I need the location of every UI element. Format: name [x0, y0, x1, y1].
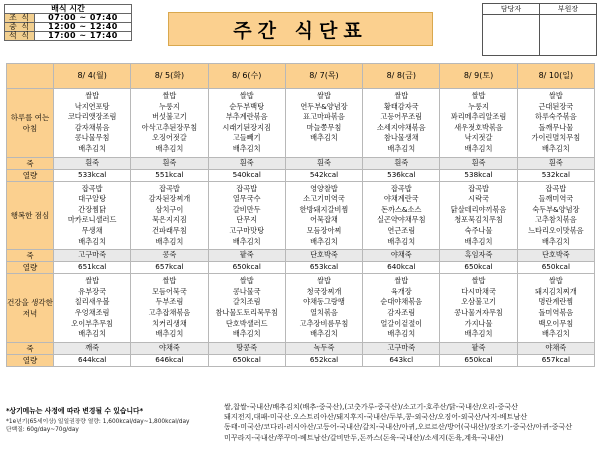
breakfast-time: 07:00 ~ 07:40	[35, 14, 132, 23]
calorie-cell: 643kcl	[363, 354, 440, 366]
menu-item: 배추김치	[541, 236, 570, 246]
menu-cell	[54, 181, 131, 250]
origin-line: 미꾸라지-국내산/쭈꾸미-베트남산/갈비만두,돈까스(돈육-국내산)/소세지(돈육,계육-국내산)	[224, 432, 504, 442]
menu-item: 시래기된장지짐	[222, 122, 271, 132]
porridge-label: 죽	[7, 342, 54, 354]
menu-item: 시락국	[468, 194, 489, 204]
breakfast-menu-row	[7, 89, 595, 158]
breakfast-calorie-row	[7, 169, 595, 181]
menu-item: 버섯불고기	[152, 112, 187, 122]
menu-cell	[517, 274, 594, 343]
porridge-cell: 흑임자죽	[440, 250, 517, 262]
porridge-cell: 야채죽	[363, 250, 440, 262]
menu-item: 감자조림	[387, 307, 416, 317]
menu-item: 고추잡채볶음	[148, 307, 191, 317]
menu-cell	[517, 89, 594, 158]
porridge-label: 죽	[7, 250, 54, 262]
menu-item: 숙두부&양념장	[532, 204, 580, 214]
porridge-cell: 단호박죽	[285, 250, 362, 262]
lunch-label: 중 식	[5, 23, 35, 32]
menu-item: 모듬어묵국	[152, 286, 187, 296]
menu-cell	[285, 181, 362, 250]
menu-item: 근대된장국	[538, 101, 574, 111]
menu-item: 두부조림	[155, 297, 184, 307]
calorie-cell: 551kcal	[131, 169, 208, 181]
menu-item: 묵은지지짐	[152, 215, 187, 225]
menu-item: 들깨미역국	[538, 194, 574, 204]
menu-item: 우엉채조림	[74, 307, 110, 317]
porridge-cell: 흰죽	[54, 157, 131, 169]
menu-item: 마늘쫑무침	[306, 122, 342, 132]
menu-item: 숙주나물	[464, 225, 493, 235]
porridge-cell: 깨죽	[54, 342, 131, 354]
menu-item: 황태감자국	[383, 101, 419, 111]
menu-item: 청포묵김치무침	[454, 215, 503, 225]
breakfast-label: 조 식	[5, 14, 35, 23]
menu-cell	[363, 181, 440, 250]
breakfast-porridge-row	[7, 157, 595, 169]
calorie-cell: 657kcal	[517, 354, 594, 366]
menu-item: 배추김치	[464, 143, 493, 153]
menu-cell	[363, 274, 440, 343]
calorie-cell: 640kcal	[363, 262, 440, 274]
menu-item: 배추김치	[310, 329, 338, 339]
menu-item: 배추김치	[387, 236, 416, 246]
menu-item: 새우젓호박볶음	[454, 122, 503, 132]
menu-item: 무생채	[81, 225, 103, 235]
date-header: 8/ 4(월)	[54, 64, 131, 89]
menu-item: 돌미역볶음	[538, 307, 574, 317]
dinner-menu-row	[7, 274, 595, 343]
corner-cell	[7, 64, 54, 89]
calorie-cell: 657kcal	[131, 262, 208, 274]
origin-line: 쌀,찹쌀-국내산/배추김치(배추-중국산),(고춧가루-중국산)/소고기-호주산/닭-국내산/오리-중국산	[224, 402, 519, 411]
menu-item: 콩나물무침	[74, 133, 110, 143]
calorie-label: 열량	[7, 262, 54, 274]
menu-item: 배추김치	[78, 236, 107, 246]
menu-item: 야채계란국	[383, 194, 419, 204]
serving-hours-table	[4, 4, 132, 41]
menu-cell	[285, 274, 362, 343]
porridge-cell: 팥죽	[440, 342, 517, 354]
menu-item: 오삼불고기	[461, 297, 496, 307]
date-header: 8/ 9(토)	[440, 64, 517, 89]
calorie-cell: 651kcal	[54, 262, 131, 274]
menu-item: 쌀밥	[471, 276, 486, 286]
menu-item: 배추김치	[155, 236, 184, 246]
lunch-menu-row	[7, 181, 595, 250]
calorie-cell: 540kcal	[208, 169, 285, 181]
calorie-cell: 650kcal	[208, 354, 285, 366]
menu-item: 참나물도토리묵무침	[215, 307, 278, 317]
menu-item: 오징어젓갈	[152, 133, 187, 143]
menu-item: 배추김치	[387, 143, 416, 153]
menu-item: 배추김치	[232, 143, 261, 153]
porridge-cell: 야채죽	[517, 342, 594, 354]
menu-item: 느타리오이맛볶음	[528, 225, 584, 235]
menu-cell	[54, 274, 131, 343]
menu-item: 배추김치	[155, 143, 184, 153]
calorie-cell: 650kcal	[517, 262, 594, 274]
menu-item: 배추김치	[232, 329, 261, 339]
menu-item: 닭살데리야끼볶음	[450, 204, 507, 214]
menu-item: 갈비만두	[232, 204, 261, 214]
menu-item: 소고기미역국	[303, 194, 345, 204]
porridge-cell: 땅콩죽	[208, 342, 285, 354]
menu-cell	[54, 89, 131, 158]
menu-item: 쌀밥	[239, 276, 254, 286]
menu-item: 고등어무조림	[380, 112, 423, 122]
menu-cell	[131, 181, 208, 250]
dinner-time: 17:00 ~ 17:40	[35, 32, 132, 41]
menu-item: 단호박샐러드	[225, 318, 268, 328]
calorie-cell: 650kcal	[440, 262, 517, 274]
origin-line: 돼지전지,대패-미국산.오스트리아산/돼지후지-국내산/두부,콩-외국산/오징어-외국산/낙지-베트남산	[224, 412, 528, 422]
porridge-cell: 고구마죽	[363, 342, 440, 354]
menu-cell	[363, 89, 440, 158]
menu-item: 잡곡밥	[159, 183, 180, 193]
notice-protein: 단백질: 60g/day~70g/day	[6, 427, 79, 433]
menu-item: 얼갈이겉절이	[380, 318, 423, 328]
notice-block	[6, 405, 216, 434]
calorie-cell: 646kcal	[131, 354, 208, 366]
calorie-cell: 536kcal	[363, 169, 440, 181]
menu-item: 누룽지	[159, 101, 180, 111]
porridge-cell: 흰죽	[517, 157, 594, 169]
menu-item: 대구알탕	[78, 194, 107, 204]
calorie-cell: 653kcal	[285, 262, 362, 274]
porridge-cell: 흰죽	[440, 157, 517, 169]
menu-item: 가이린멸치무침	[531, 133, 581, 143]
menu-item: 아삭고추된장무침	[141, 122, 198, 132]
menu-item: 마카로니샐러드	[67, 215, 117, 225]
menu-item: 순대야채볶음	[380, 297, 423, 307]
menu-item: 다시마채국	[461, 286, 496, 296]
menu-item: 쌀밥	[471, 91, 486, 100]
date-header-row	[7, 64, 595, 89]
menu-item: 배추김치	[232, 236, 261, 246]
calorie-cell: 538kcal	[440, 169, 517, 181]
menu-item: 육개장	[390, 286, 412, 296]
menu-item: 코다리앳장조림	[67, 112, 117, 122]
calorie-cell: 533kcal	[54, 169, 131, 181]
porridge-cell: 녹두죽	[285, 342, 362, 354]
menu-item: 쌀밥	[239, 91, 254, 100]
menu-item: 건파래무침	[152, 225, 187, 235]
menu-item: 쌀밥	[85, 91, 100, 100]
date-header: 8/ 6(수)	[208, 64, 285, 89]
porridge-cell: 흰죽	[208, 157, 285, 169]
menu-item: 고들빼기	[232, 133, 261, 143]
menu-item: 칠리새우볼	[74, 297, 110, 307]
menu-item: 치커리생채	[152, 318, 187, 328]
porridge-cell: 야채죽	[131, 342, 208, 354]
calorie-cell: 532kcal	[517, 169, 594, 181]
porridge-cell: 단호박죽	[517, 250, 594, 262]
porridge-cell: 고구마죽	[54, 250, 131, 262]
menu-item: 쌀밥	[394, 276, 409, 286]
menu-cell	[208, 181, 285, 250]
lunch-time: 12:00 ~ 12:40	[35, 23, 132, 32]
menu-item: 열무국수	[232, 194, 261, 204]
menu-item: 소세지야채볶음	[376, 122, 426, 132]
menu-item: 쌀밥	[85, 276, 100, 286]
dinner-porridge-row	[7, 342, 595, 354]
menu-item: 고추참치볶음	[535, 215, 577, 225]
menu-item: 배추김치	[464, 329, 493, 339]
menu-item: 잡곡밥	[81, 183, 103, 193]
menu-item: 누룽지	[468, 101, 489, 111]
page-title: 주간 식단표	[233, 19, 368, 42]
notice-calorie: *1e년기(65세이상) 일일권장량 열량: 1,600kcal/day~1,800kcal/day	[6, 419, 190, 425]
menu-item: 돼지김치찌개	[535, 286, 577, 296]
menu-item: 배추김치	[541, 329, 570, 339]
menu-item: 고구마맛탕	[229, 225, 265, 235]
menu-item: 배추김치	[155, 329, 184, 339]
menu-item: 쌀밥	[162, 276, 177, 286]
menu-item: 배추김치	[387, 329, 416, 339]
menu-item: 낙지연포탕	[74, 101, 110, 111]
date-header: 8/ 7(목)	[285, 64, 362, 89]
menu-item: 어묵잡채	[310, 215, 338, 225]
menu-item: 하루숙주볶음	[535, 112, 577, 122]
menu-item: 유부장국	[78, 286, 107, 296]
porridge-label: 죽	[7, 157, 54, 169]
menu-item: 실곤약야채무침	[376, 215, 426, 225]
calorie-cell: 652kcal	[285, 354, 362, 366]
menu-item: 잡곡밥	[390, 183, 412, 193]
menu-item: 청국장찌개	[306, 286, 342, 296]
origin-line: 동태-미국산/코다리-러시아산/고등어-국내산/갈치-국내산/아귀,오르르산/방어(국내산)/장조기-중국산/아귀-중국산	[224, 422, 573, 432]
approval-deputy-sign	[540, 15, 597, 56]
menu-item: 돌깨무나물	[538, 122, 574, 132]
menu-item: 참나물생채	[383, 133, 419, 143]
menu-item: 돈까스&소스	[381, 204, 422, 214]
menu-item: 야채동그랑땡	[303, 297, 345, 307]
menu-item: 배추김치	[78, 143, 107, 153]
calorie-cell: 542kcal	[285, 169, 362, 181]
dinner-label: 석 식	[5, 32, 35, 41]
menu-cell	[440, 181, 517, 250]
menu-item: 명란계란찜	[538, 297, 574, 307]
origin-info	[224, 402, 596, 443]
calorie-label: 열량	[7, 354, 54, 366]
menu-item: 모듬장아찌	[306, 225, 342, 235]
menu-cell	[131, 89, 208, 158]
lunch-porridge-row	[7, 250, 595, 262]
calorie-cell: 650kcal	[440, 354, 517, 366]
dinner-label: 건강을 생각한 저녁	[7, 274, 54, 343]
menu-item: 한방돼지갈비찜	[299, 204, 349, 214]
menu-item: 잡곡밥	[236, 183, 258, 193]
approval-manager-label: 담당자	[483, 4, 540, 15]
menu-item: 꽈리메추리알조림	[450, 112, 507, 122]
porridge-cell: 팥죽	[208, 250, 285, 262]
approval-manager-sign	[483, 15, 540, 56]
menu-item: 배추김치	[78, 329, 107, 339]
menu-item: 쌀밥	[162, 91, 177, 100]
calorie-label: 열량	[7, 169, 54, 181]
menu-item: 열치볶음	[310, 307, 338, 317]
menu-cell	[131, 274, 208, 343]
menu-item: 고추장비름무침	[299, 318, 349, 328]
menu-item: 감자된장찌개	[148, 194, 191, 204]
menu-item: 표고마파볶음	[303, 112, 345, 122]
menu-cell	[285, 89, 362, 158]
menu-item	[286, 144, 362, 155]
menu-cell	[208, 89, 285, 158]
approval-deputy-label: 부원장	[540, 4, 597, 15]
weekly-menu-table	[6, 63, 595, 367]
serving-hours-header: 배식 시간	[5, 5, 132, 14]
menu-cell	[440, 274, 517, 343]
date-header: 8/ 10(일)	[517, 64, 594, 89]
menu-cell	[517, 181, 594, 250]
menu-item: 영양찰밥	[310, 183, 338, 193]
menu-item: 오이부추무침	[71, 318, 113, 328]
menu-item: 배추김치	[310, 133, 338, 143]
menu-item: 콩나물국	[232, 286, 261, 296]
menu-item: 가지나물	[464, 318, 493, 328]
menu-item: 배추김치	[310, 236, 338, 246]
menu-item: 쌀밥	[548, 91, 563, 100]
menu-cell	[208, 274, 285, 343]
porridge-cell: 흰죽	[131, 157, 208, 169]
dinner-calorie-row	[7, 354, 595, 366]
menu-item: 배추김치	[541, 143, 570, 153]
date-header: 8/ 8(금)	[363, 64, 440, 89]
porridge-cell: 흰죽	[363, 157, 440, 169]
menu-item: 연두부&양념장	[300, 101, 348, 111]
menu-item: 쌀밥	[394, 91, 409, 100]
date-header: 8/ 5(화)	[131, 64, 208, 89]
breakfast-label: 하루를 여는 아침	[7, 89, 54, 158]
calorie-cell: 650kcal	[208, 262, 285, 274]
menu-item: 쌀밥	[548, 276, 563, 286]
lunch-label: 행복한 점심	[7, 181, 54, 250]
menu-item: 낙지젓갈	[464, 133, 493, 143]
menu-item: 연근조림	[387, 225, 416, 235]
lunch-calorie-row	[7, 262, 595, 274]
menu-item: 배추김치	[464, 236, 493, 246]
menu-item: 백오이무침	[538, 318, 574, 328]
menu-item: 순두부백탕	[229, 101, 265, 111]
menu-item: 삼치구이	[155, 204, 184, 214]
approval-box	[482, 3, 597, 56]
menu-item: 잡곡밥	[468, 183, 489, 193]
menu-item: 단무지	[236, 215, 258, 225]
menu-item: 간장찜닭	[78, 204, 107, 214]
notice-change: *상기메뉴는 사정에 따라 변경될 수 있습니다*	[6, 407, 144, 415]
page-title-box	[168, 12, 433, 46]
porridge-cell: 흰죽	[285, 157, 362, 169]
menu-item: 콩나물겨자무침	[454, 307, 503, 317]
menu-item: 갈치조림	[232, 297, 261, 307]
menu-cell	[440, 89, 517, 158]
porridge-cell: 콩죽	[131, 250, 208, 262]
menu-item: 감자채볶음	[74, 122, 110, 132]
menu-item: 쌀밥	[317, 276, 331, 286]
menu-item: 쌀밥	[317, 91, 331, 100]
menu-item: 잡곡밥	[545, 183, 567, 193]
menu-item: 부추계란볶음	[225, 112, 268, 122]
calorie-cell: 644kcal	[54, 354, 131, 366]
